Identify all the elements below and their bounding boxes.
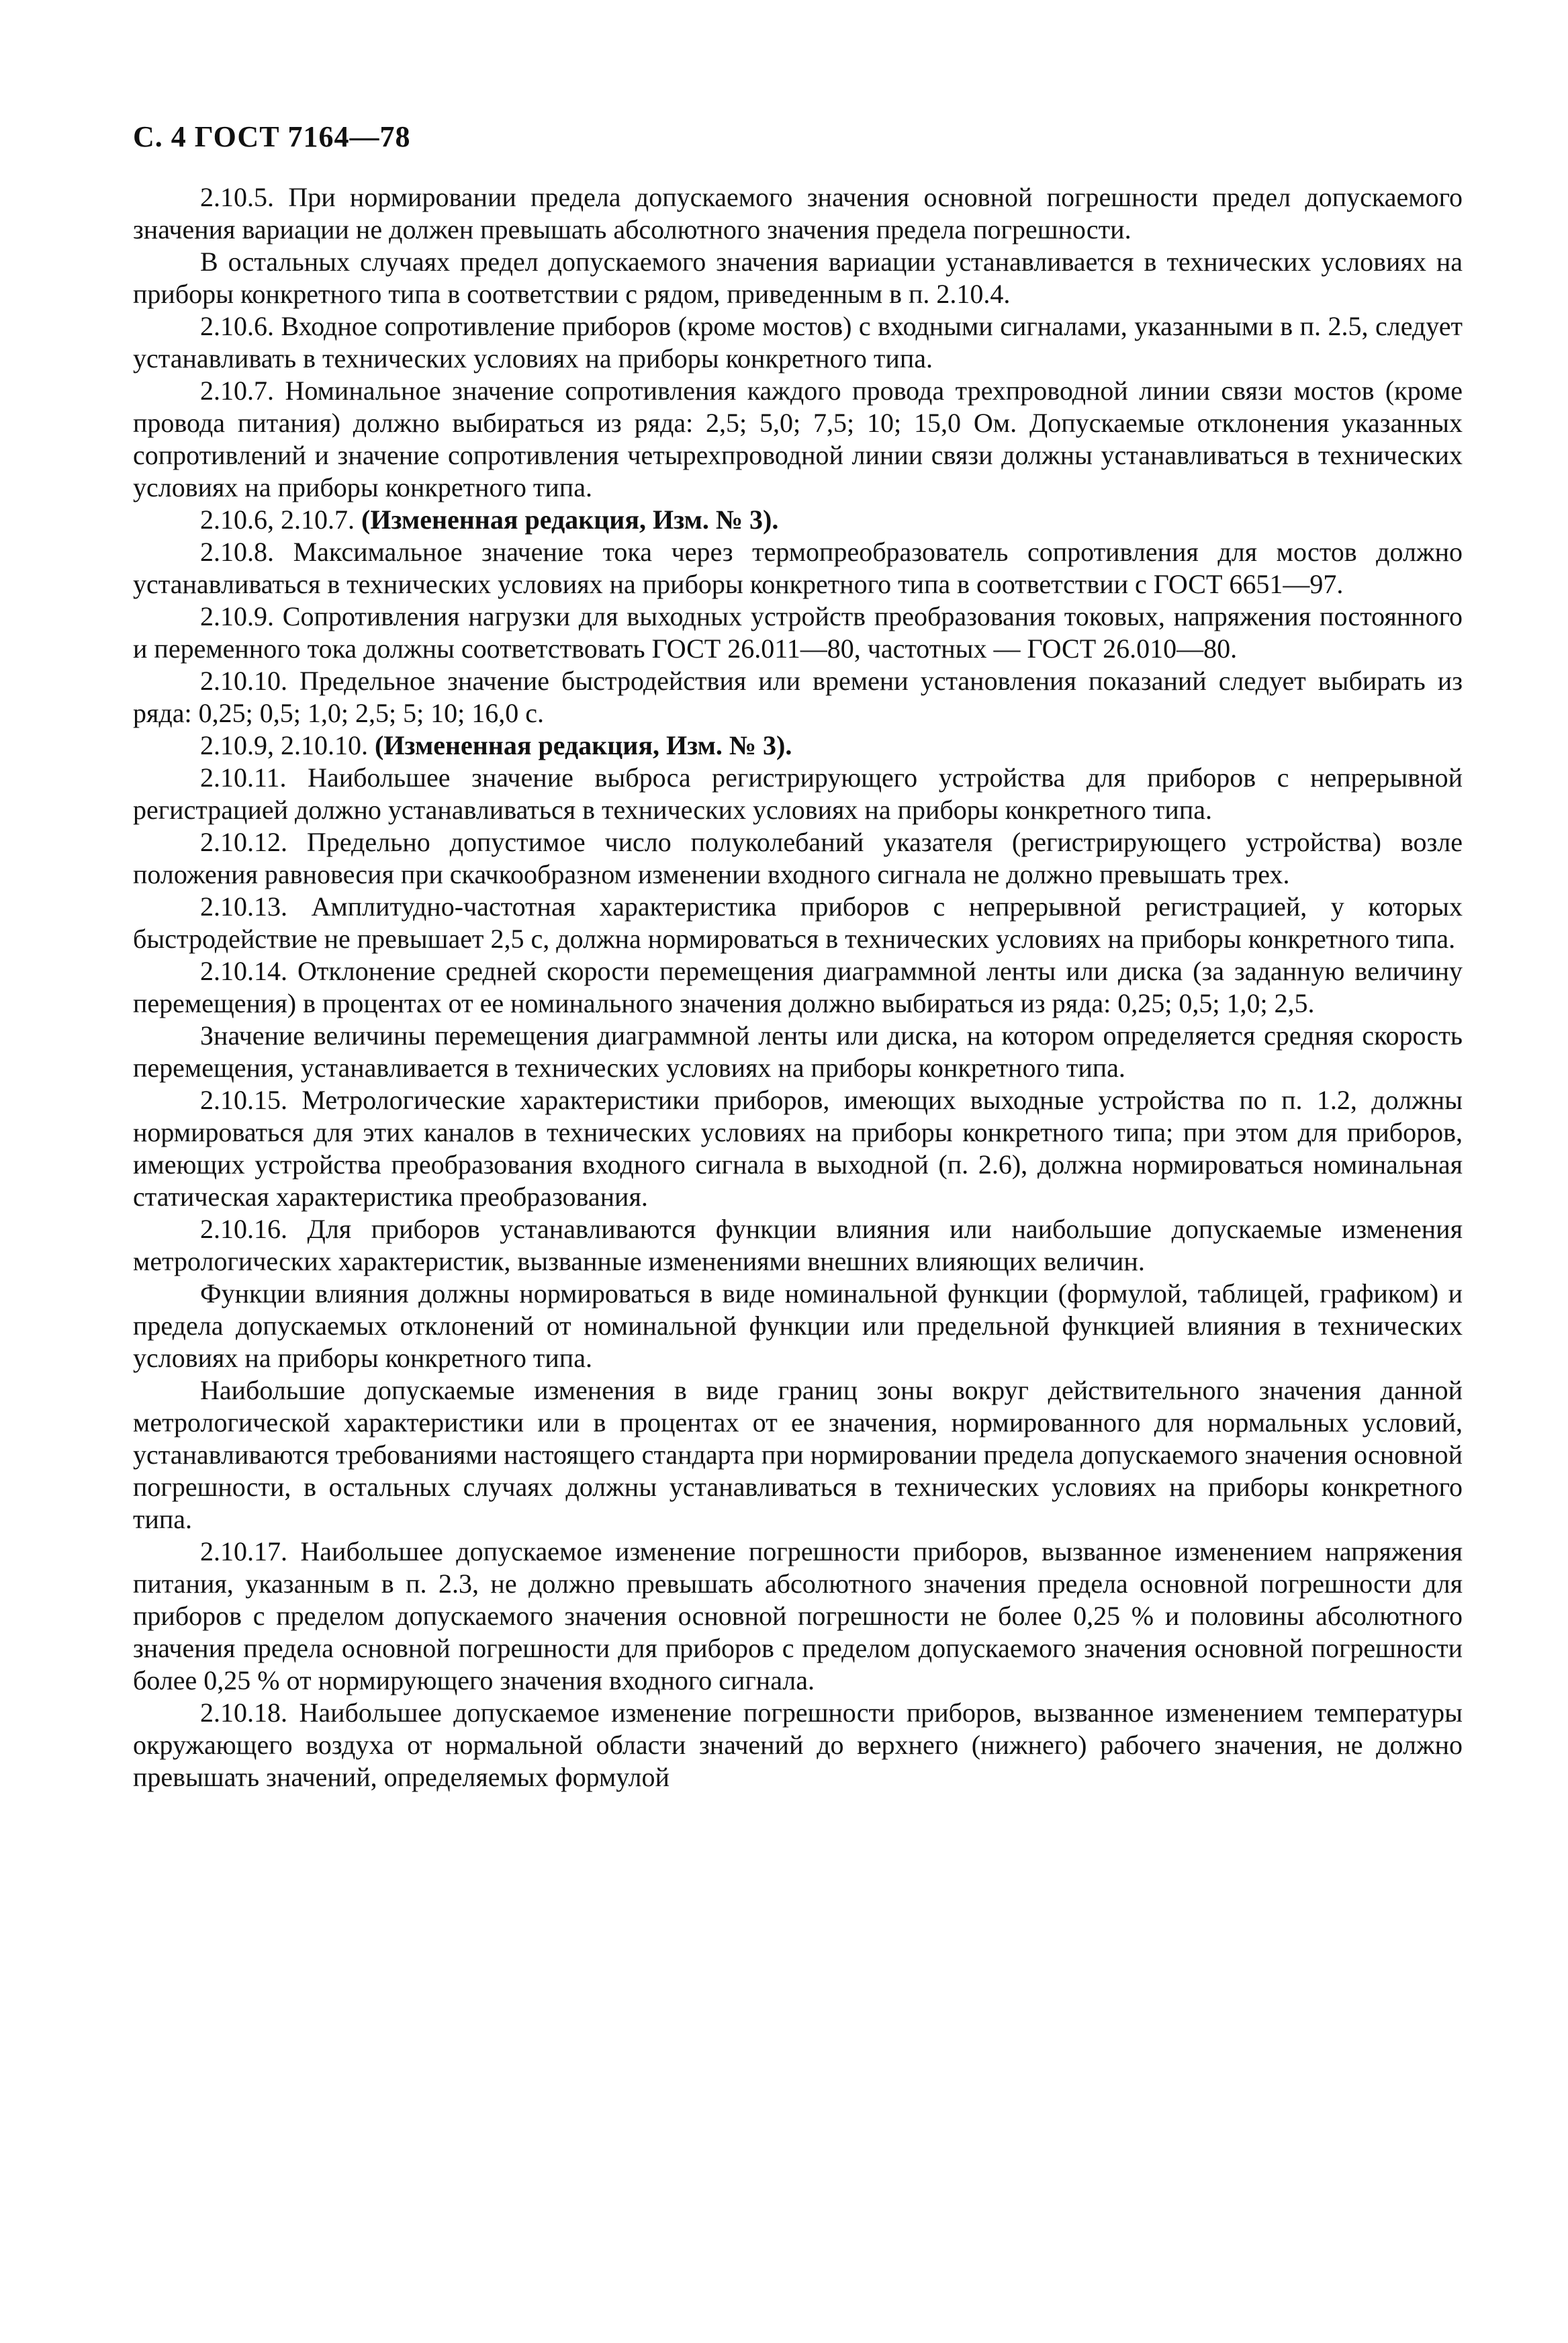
paragraph-2-10-5: 2.10.5. При нормировании предела допускаемого значения основной погрешности предел допускаемого значения вариации не должен превышать абсолютного значения предела погрешности. [133,182,1463,245]
paragraph-2-10-6: 2.10.6. Входное сопротивление приборов (кроме мостов) с входными сигналами, указанными в п. 2.5, следует устанавливать в технических условиях на приборы конкретного типа. [133,311,1463,373]
document-body [133,181,1463,1794]
paragraph-2-10-13: 2.10.13. Амплитудно-частотная характеристика приборов с непрерывной регистрацией, у которых быстродействие не превышает 2,5 с, должна нормироваться в технических условиях на приборы конкретного типа. [133,891,1463,954]
amendment-ref-1: 2.10.6, 2.10.7. [200,504,355,535]
page-header: С. 4 ГОСТ 7164—78 [133,120,411,153]
paragraph-2-10-16-influence: Функции влияния должны нормироваться в виде номинальной функции (формулой, таблицей, графиком) и предела допускаемых отклонений от номинальной функции или предельной функцией влияния в технических условиях на приборы конкретного типа. [133,1278,1463,1373]
paragraph-2-10-16-limits: Наибольшие допускаемые изменения в виде границ зоны вокруг действительного значения данной метрологической характеристики или в процентах от ее значения, нормированного для нормальных условий, устанавливаются требованиями настоящего стандарта при нормировании предела допускаемого значения основной погрешности, в остальных случаях должны устанавливаться в технических условиях на приборы конкретного типа. [133,1375,1463,1534]
paragraph-2-10-14: 2.10.14. Отклонение средней скорости перемещения диаграммной ленты или диска (за заданную величину перемещения) в процентах от ее номинального значения должно выбираться из ряда: 0,25; 0,5; 1,0; 2,5. [133,956,1463,1018]
amendment-note-1 [133,504,1463,536]
paragraph-2-10-12: 2.10.12. Предельно допустимое число полуколебаний указателя (регистрирующего устройства) возле положения равновесия при скачкообразном изменении входного сигнала не должно превышать трех. [133,827,1463,889]
paragraph-2-10-5-cont: В остальных случаях предел допускаемого значения вариации устанавливается в технических условиях на приборы конкретного типа в соответствии с рядом, приведенным в п. 2.10.4. [133,247,1463,309]
amendment-note-2 [133,730,1463,762]
paragraph-2-10-16: 2.10.16. Для приборов устанавливаются функции влияния или наибольшие допускаемые изменения метрологических характеристик, вызванные изменениями внешних влияющих величин. [133,1214,1463,1276]
paragraph-2-10-10: 2.10.10. Предельное значение быстродействия или времени установления показаний следует выбирать из ряда: 0,25; 0,5; 1,0; 2,5; 5; 10; 16,0 с. [133,666,1463,728]
paragraph-2-10-7: 2.10.7. Номинальное значение сопротивления каждого провода трехпроводной линии связи мостов (кроме провода питания) должно выбираться из ряда: 2,5; 5,0; 7,5; 10; 15,0 Ом. Допускаемые отклонения указанных сопротивлений и значение сопротивления четырехпроводной линии связи должны устанавливаться в технических условиях на приборы конкретного типа. [133,375,1463,502]
paragraph-2-10-9: 2.10.9. Сопротивления нагрузки для выходных устройств преобразования токовых, напряжения постоянного и переменного тока должны соответствовать ГОСТ 26.011—80, частотных — ГОСТ 26.010—80. [133,601,1463,664]
amendment-text-1: (Измененная редакция, Изм. № 3). [361,504,779,535]
paragraph-2-10-11: 2.10.11. Наибольшее значение выброса регистрирующего устройства для приборов с непрерывной регистрацией должно устанавливаться в технических условиях на приборы конкретного типа. [133,762,1463,825]
paragraph-2-10-14-cont: Значение величины перемещения диаграммной ленты или диска, на котором определяется средняя скорость перемещения, устанавливается в технических условиях на приборы конкретного типа. [133,1020,1463,1083]
paragraph-2-10-8: 2.10.8. Максимальное значение тока через термопреобразователь сопротивления для мостов должно устанавливаться в технических условиях на приборы конкретного типа в соответствии с ГОСТ 6651—97. [133,537,1463,599]
paragraph-2-10-18: 2.10.18. Наибольшее допускаемое изменение погрешности приборов, вызванное изменением температуры окружающего воздуха от нормальной области значений до верхнего (нижнего) рабочего значения, не должно превышать значений, определяемых формулой [133,1697,1463,1792]
amendment-text-2: (Измененная редакция, Изм. № 3). [375,730,792,760]
paragraph-2-10-15: 2.10.15. Метрологические характеристики приборов, имеющих выходные устройства по п. 1.2, должны нормироваться для этих каналов в технических условиях на приборы конкретного типа; при этом для приборов, имеющих устройства преобразования входного сигнала в выходной (п. 2.6), должна нормироваться номинальная статическая характеристика преобразования. [133,1085,1463,1212]
amendment-ref-2: 2.10.9, 2.10.10. [200,730,368,760]
paragraph-2-10-17: 2.10.17. Наибольшее допускаемое изменение погрешности приборов, вызванное изменением напряжения питания, указанным в п. 2.3, не должно превышать абсолютного значения предела основной погрешности для приборов с пределом допускаемого значения основной погрешности не более 0,25 % и половины абсолютного значения предела основной погрешности для приборов с пределом допускаемого значения основной погрешности более 0,25 % от нормирующего значения входного сигнала. [133,1536,1463,1695]
